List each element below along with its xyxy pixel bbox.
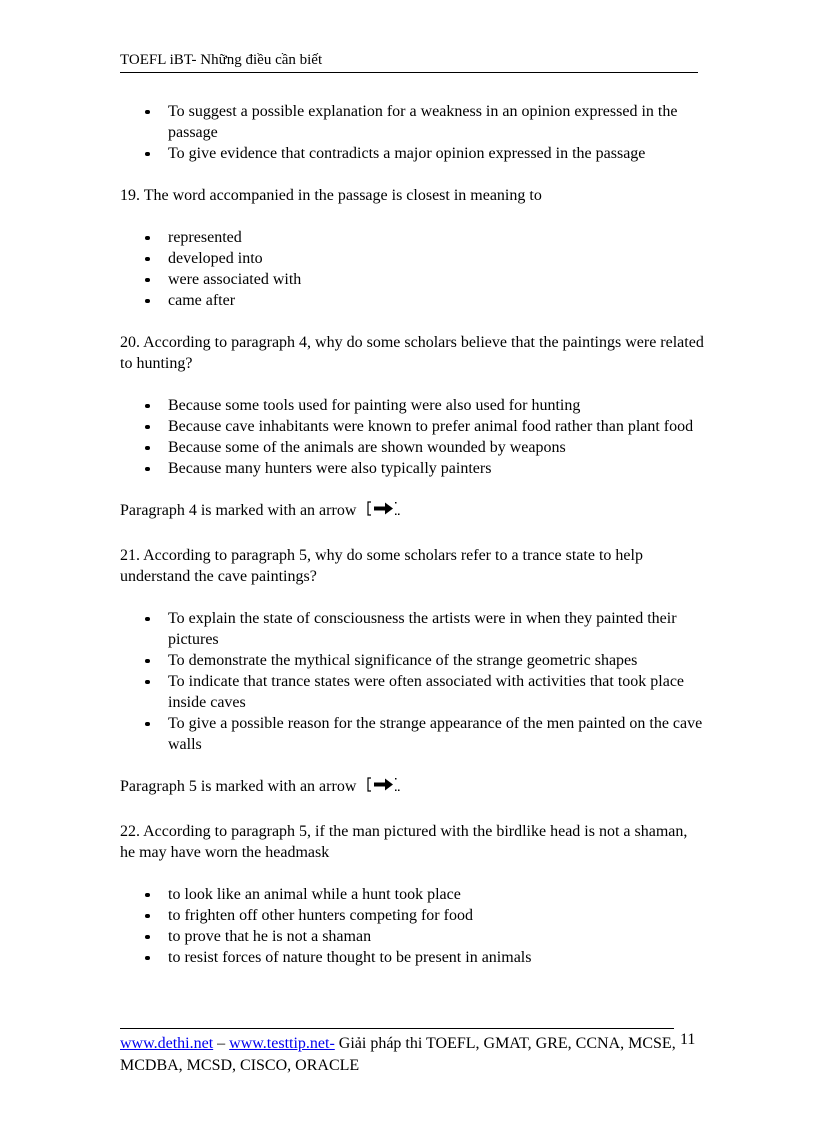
q22-option-4: to resist forces of nature thought to be present in animals <box>120 947 705 968</box>
q21-option-4: To give a possible reason for the strange appearance of the men painted on the cave walls <box>120 713 705 755</box>
q21-note-text: Paragraph 5 is marked with an arrow <box>120 778 357 795</box>
q18-option-1: To suggest a possible explanation for a weakness in an opinion expressed in the passage <box>120 101 705 143</box>
q19-option-1: represented <box>120 227 705 248</box>
q21-stem: 21. According to paragraph 5, why do some scholars refer to a trance state to help understand the cave paintings? <box>120 547 643 585</box>
document-body <box>120 101 705 968</box>
testtip-link[interactable]: www.testtip.net- <box>229 1035 335 1052</box>
q21-option-1: To explain the state of consciousness the artists were in when they painted their pictures <box>120 608 705 650</box>
q21-note <box>120 776 705 800</box>
footer-text: Giải pháp thi TOEFL, GMAT, GRE, CCNA, MCSE, MCDBA, MCSD, CISCO, ORACLE <box>120 1035 676 1074</box>
q21-options <box>120 608 705 755</box>
q21-option-2: To demonstrate the mythical significance of the strange geometric shapes <box>120 650 705 671</box>
q20-options <box>120 395 705 479</box>
q20-note-text: Paragraph 4 is marked with an arrow <box>120 502 357 519</box>
q22-options <box>120 884 705 968</box>
q18-options <box>120 101 705 164</box>
q19-option-2: developed into <box>120 248 705 269</box>
header-title: TOEFL iBT- Những điều cần biết <box>120 52 323 68</box>
q19-option-4: came after <box>120 290 705 311</box>
q19-stem: 19. The word accompanied in the passage is closest in meaning to <box>120 187 542 204</box>
q20-option-4: Because many hunters were also typically painters <box>120 458 705 479</box>
q20-stem: 20. According to paragraph 4, why do some scholars believe that the paintings were related to hunting? <box>120 334 704 372</box>
arrow-marker-icon <box>366 776 400 800</box>
q22-stem: 22. According to paragraph 5, if the man pictured with the birdlike head is not a shaman, he may have worn the headmask <box>120 823 688 861</box>
q18-option-2: To give evidence that contradicts a major opinion expressed in the passage <box>120 143 705 164</box>
q20-option-2: Because cave inhabitants were known to prefer animal food rather than plant food <box>120 416 705 437</box>
arrow-marker-icon <box>366 500 400 524</box>
footer-rule <box>120 1028 674 1029</box>
footer-dash: – <box>217 1035 226 1052</box>
q19-options <box>120 227 705 311</box>
q21-option-3: To indicate that trance states were often associated with activities that took place inside caves <box>120 671 705 713</box>
page-header <box>120 52 698 73</box>
q20-note <box>120 500 705 524</box>
q20-option-3: Because some of the animals are shown wounded by weapons <box>120 437 705 458</box>
q19-option-3: were associated with <box>120 269 705 290</box>
dethi-link[interactable]: www.dethi.net <box>120 1035 214 1052</box>
q22-option-2: to frighten off other hunters competing for food <box>120 905 705 926</box>
q22-option-1: to look like an animal while a hunt took place <box>120 884 705 905</box>
page-number: 11 <box>680 1031 696 1048</box>
q22-option-3: to prove that he is not a shaman <box>120 926 705 947</box>
q20-option-1: Because some tools used for painting were also used for hunting <box>120 395 705 416</box>
page-footer <box>120 1033 680 1077</box>
